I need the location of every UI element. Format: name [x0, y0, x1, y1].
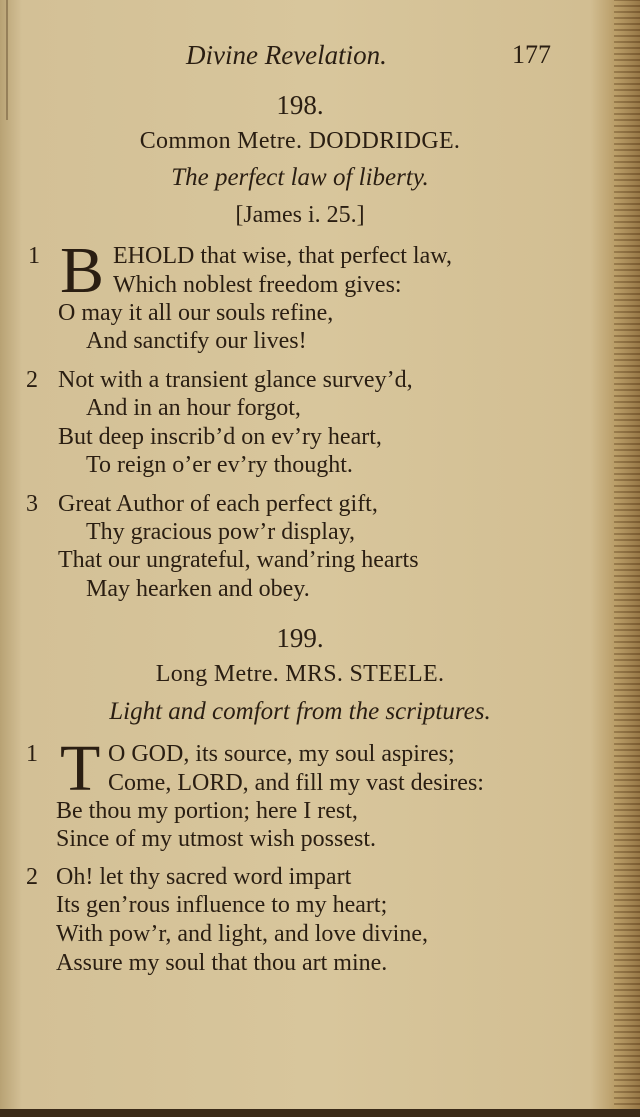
hymn-subtitle: The perfect law of liberty. [171, 164, 429, 191]
hymn-metre: Common Metre. DODDRIDGE. [139, 128, 461, 154]
verse-line: Oh! let thy sacred word impart [56, 864, 352, 890]
verse-line: Which noblest freedom gives: [113, 272, 402, 298]
verse-line: Since of my utmost wish possest. [56, 826, 377, 852]
scripture-reference: [James i. 25.] [235, 202, 365, 228]
verse-line: O GOD, its source, my soul aspires; [108, 741, 455, 767]
verse-line: Not with a transient glance survey’d, [58, 367, 413, 393]
verse-line: But deep inscrib’d on ev’ry heart, [58, 424, 382, 450]
verse-number: 1 [28, 243, 40, 269]
verse-line: With pow’r, and light, and love divine, [56, 921, 428, 947]
verse-number: 2 [26, 367, 38, 393]
page-number: 177 [512, 40, 551, 69]
verse-line: Thy gracious pow’r display, [86, 519, 356, 545]
hymn-number: 198. [276, 90, 324, 120]
verse-line: To reign o’er ev’ry thought. [86, 452, 353, 478]
verse-line: Come, LORD, and fill my vast desires: [108, 770, 484, 796]
verse-line: That our ungrateful, wand’ring hearts [58, 547, 419, 573]
verse-line: Great Author of each perfect gift, [58, 491, 378, 517]
verse-number: 3 [26, 491, 38, 517]
verse-line: And sanctify our lives! [86, 328, 307, 354]
hymn-metre: Long Metre. MRS. STEELE. [155, 661, 445, 687]
verse-line: Be thou my portion; here I rest, [56, 798, 358, 824]
page-bottom-edge [0, 1109, 640, 1117]
verse-line: And in an hour forgot, [86, 395, 301, 421]
verse-line: Assure my soul that thou art mine. [56, 950, 388, 976]
verse-line: O may it all our souls refine, [58, 300, 334, 326]
hymn-subtitle: Light and comfort from the scriptures. [109, 698, 491, 725]
page-edge [614, 0, 640, 1117]
drop-cap: T [60, 732, 101, 805]
drop-cap: B [60, 234, 105, 307]
hymn-number: 199. [276, 623, 324, 653]
running-title: Divine Revelation. [186, 40, 387, 70]
verse-number: 1 [26, 741, 38, 767]
verse-line: EHOLD that wise, that perfect law, [113, 243, 452, 269]
running-header [0, 40, 640, 80]
verse-line: May hearken and obey. [86, 576, 310, 602]
verse-number: 2 [26, 864, 38, 890]
verse-line: Its gen’rous influence to my heart; [56, 892, 388, 918]
